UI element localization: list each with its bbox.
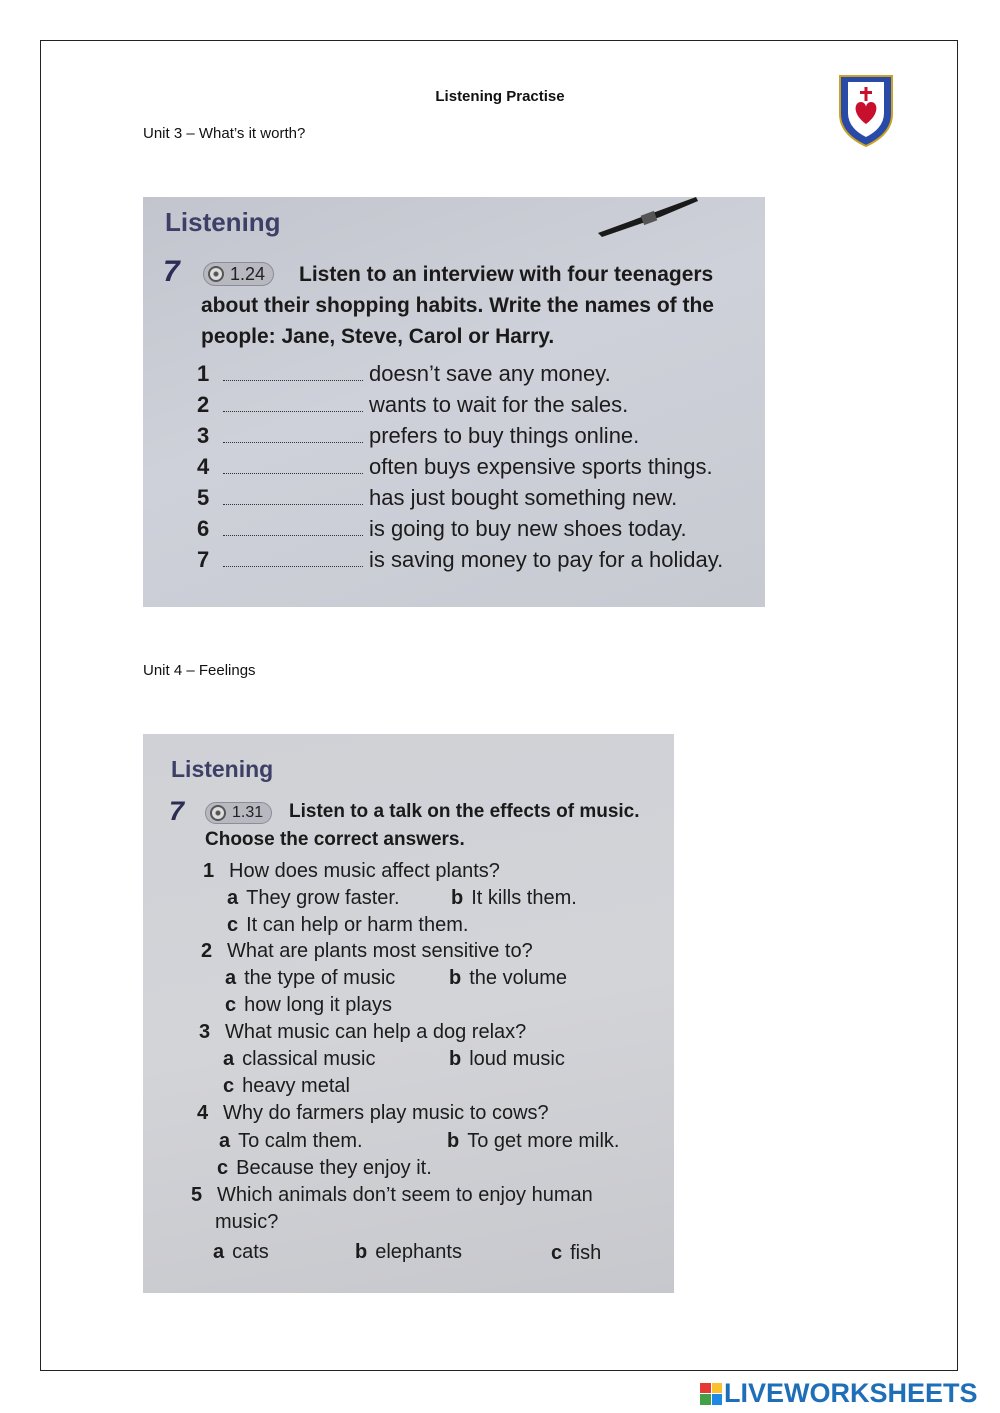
- track-number: 1.31: [232, 804, 264, 821]
- exercise-number: 7: [169, 796, 185, 826]
- audio-disc-icon: [208, 266, 224, 282]
- question-5-continuation: music?: [215, 1211, 279, 1233]
- option-5c[interactable]: c fish: [551, 1242, 602, 1264]
- option-3a[interactable]: a classical music: [223, 1048, 376, 1070]
- exercise-photo-unit-3: [143, 197, 765, 607]
- audio-track-badge: [205, 802, 272, 824]
- instruction-line-3: people: Jane, Steve, Carol or Harry.: [201, 325, 555, 348]
- answer-blank[interactable]: [223, 397, 363, 412]
- answer-blank[interactable]: [223, 490, 363, 505]
- question-2: 2 What are plants most sensitive to?: [201, 940, 533, 962]
- option-3c[interactable]: c heavy metal: [223, 1075, 350, 1097]
- liveworksheets-logo: [700, 1378, 978, 1409]
- option-1a[interactable]: a They grow faster.: [227, 887, 400, 909]
- question-4: 4 Why do farmers play music to cows?: [197, 1102, 549, 1124]
- option-1b[interactable]: b It kills them.: [451, 887, 577, 909]
- option-4b[interactable]: b To get more milk.: [447, 1130, 620, 1152]
- exercise-photo-unit-4: [143, 734, 674, 1293]
- option-3b[interactable]: b loud music: [449, 1048, 565, 1070]
- exercise-heading: Listening: [165, 207, 281, 237]
- school-crest-logo: [834, 70, 898, 148]
- pen-icon: [598, 197, 698, 237]
- instruction-line-2: about their shopping habits. Write the names of the: [201, 294, 714, 317]
- list-item: 4 often buys expensive sports things.: [197, 454, 713, 479]
- instruction-line-1: Listen to an interview with four teenagers: [299, 263, 714, 286]
- list-item: 5 has just bought something new.: [197, 485, 678, 510]
- liveworksheets-mark-icon: [700, 1383, 722, 1405]
- option-2a[interactable]: a the type of music: [225, 967, 396, 989]
- question-3: 3 What music can help a dog relax?: [199, 1021, 527, 1043]
- option-1c[interactable]: c It can help or harm them.: [227, 914, 469, 936]
- list-item: 6 is going to buy new shoes today.: [197, 516, 687, 541]
- answer-blank[interactable]: [223, 521, 363, 536]
- unit-4-label: Unit 4 – Feelings: [143, 662, 256, 679]
- list-item: 7 is saving money to pay for a holiday.: [197, 547, 724, 572]
- answer-blank[interactable]: [223, 459, 363, 474]
- instruction-line-1: Listen to a talk on the effects of music.: [289, 801, 640, 822]
- exercise-heading: Listening: [171, 756, 274, 782]
- list-item: 2 wants to wait for the sales.: [197, 392, 629, 417]
- instruction-line-2: Choose the correct answers.: [205, 829, 465, 850]
- option-2c[interactable]: c how long it plays: [225, 994, 392, 1016]
- list-item: 1 doesn’t save any money.: [197, 361, 611, 386]
- option-5a[interactable]: a cats: [213, 1241, 269, 1263]
- option-2b[interactable]: b the volume: [449, 967, 568, 989]
- exercise-number: 7: [163, 255, 180, 288]
- answer-blank[interactable]: [223, 366, 363, 381]
- answer-blank[interactable]: [223, 428, 363, 443]
- question-1: 1 How does music affect plants?: [203, 860, 500, 882]
- footer-brand: LIVEWORKSHEETS: [724, 1378, 978, 1408]
- option-5b[interactable]: b elephants: [355, 1241, 462, 1263]
- answer-blank[interactable]: [223, 552, 363, 567]
- audio-disc-icon: [210, 805, 226, 821]
- option-4c[interactable]: c Because they enjoy it.: [217, 1157, 432, 1179]
- unit-3-label: Unit 3 – What’s it worth?: [143, 125, 306, 142]
- question-5: 5 Which animals don’t seem to enjoy human: [191, 1184, 593, 1206]
- audio-track-badge: [203, 262, 274, 286]
- page-title: Listening Practise: [435, 88, 565, 105]
- track-number: 1.24: [230, 263, 266, 284]
- list-item: 3 prefers to buy things online.: [197, 423, 640, 448]
- option-4a[interactable]: a To calm them.: [219, 1130, 363, 1152]
